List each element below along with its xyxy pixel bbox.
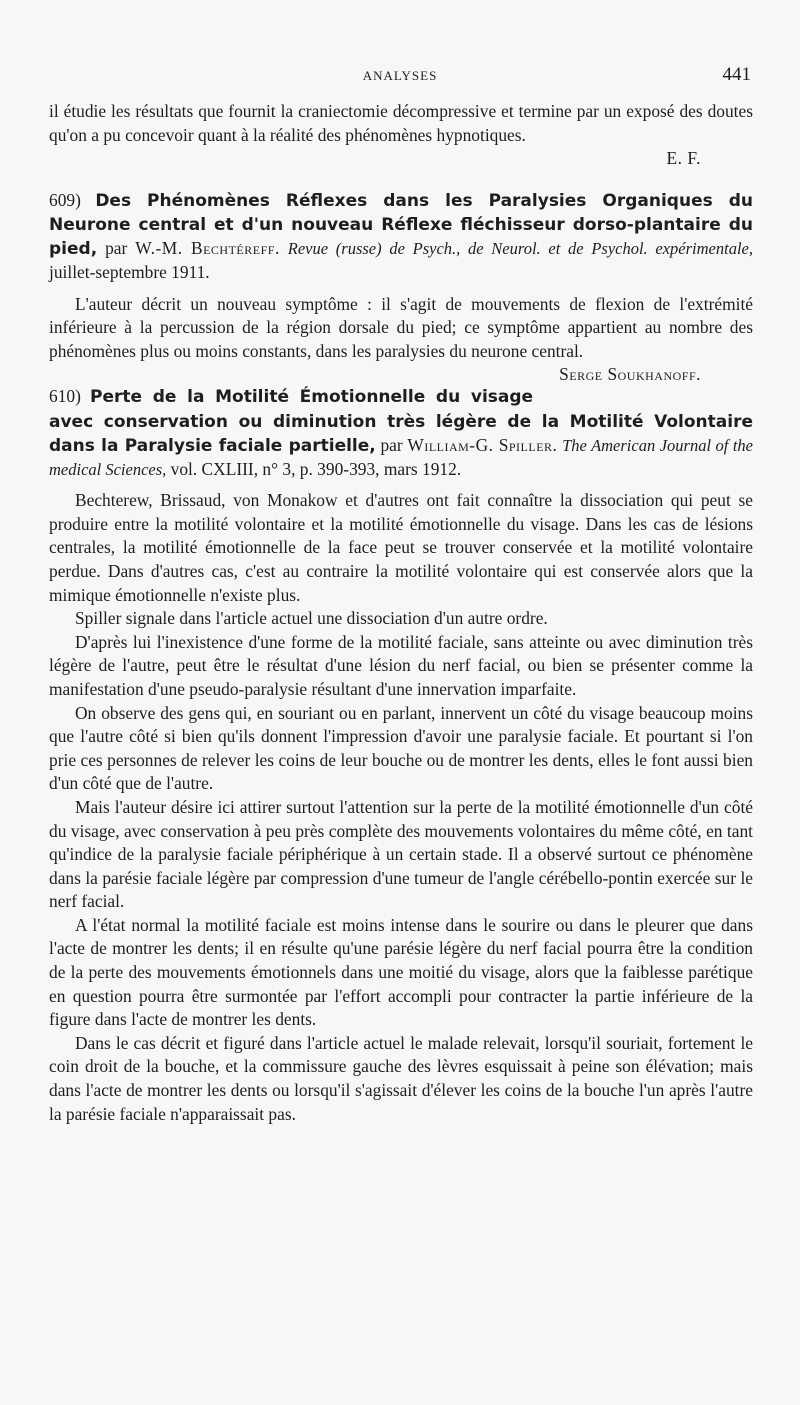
page-number: 441: [722, 64, 751, 85]
article-journal: The American Journal of the medical Sciences,: [49, 435, 753, 479]
article-title: Des Phénomènes Réflexes dans les Paralysies Organiques du Neurone central et d'un nouveau Réflexe fléchisseur dorso-plantaire du pied,: [49, 190, 753, 260]
page-header: [0, 64, 800, 88]
article-paragraph: Spiller signale dans l'article actuel une dissociation d'un autre ordre.: [75, 608, 548, 629]
article-number: 610): [49, 386, 81, 407]
article-date: vol. CXLIII, n° 3, p. 390-393, mars 1912.: [170, 458, 462, 479]
article-paragraph: Bechterew, Brissaud, von Monakow et d'autres ont fait connaître la dissociation qui peut se produire entre la motilité volontaire et la motilité émotionnelle du visage. Dans les cas de lésions centrales, la motilité émotionnelle de la face peut se trouver conservée et la motilité volontaire perdue. Dans d'autres cas, c'est au contraire la motilité volontaire qui est conservée alors que la mimique émotionnelle n'existe plus.: [49, 490, 753, 605]
article-paragraph: D'après lui l'inexistence d'une forme de la motilité faciale, sans atteinte ou avec diminution très légère de l'autre, peut être le résultat d'une lésion du nerf facial, ou bien se présenter comme la manifestation d'une pseudo-paralysie résultant d'une innervation imparfaite.: [49, 631, 753, 699]
intro-paragraph: [49, 100, 753, 147]
intro-signature: E. F.: [666, 148, 701, 169]
article-signature: Serge Soukhanoff.: [559, 364, 701, 385]
article-title: Perte de la Motilité Émotionnelle du visage avec conservation ou diminution très légère de la Motilité Volontaire dans la Paralysie faciale partielle,: [49, 387, 753, 456]
paragraph-text: L'auteur décrit un nouveau symptôme : il s'agit de mouvements de flexion de l'extrémité inférieure à la percussion de la région dorsale du pied; ce symptôme appartient au nombre des phénomènes plus ou moins constants, dans les paralysies du neurone central.: [49, 293, 753, 361]
article-journal: Revue (russe) de Psych., de Neurol. et de Psychol. expérimentale,: [287, 239, 753, 259]
article-609: [49, 189, 753, 385]
article-heading: [49, 385, 753, 481]
article-author: W.-M. Bechtéreff.: [135, 238, 280, 259]
article-heading: [49, 189, 753, 285]
intro-text: il étudie les résultats que fournit la craniectomie décompressive et termine par un exposé des doutes qu'on a pu concevoir quant à la réalité des phénomènes hypnotiques.: [49, 101, 753, 145]
page-content: [49, 100, 753, 1126]
article-author: William-G. Spiller.: [407, 434, 558, 455]
article-paragraph: Mais l'auteur désire ici attirer surtout l'attention sur la perte de la motilité émotionnelle d'un côté du visage, avec conservation à peu près complète des mouvements volontaires du même côté, en tant qu'indice de la paralysie faciale périphérique à un certain stade. Il a observé surtout ce phénomène dans la parésie faciale légère par compression d'une tumeur de l'angle cérébello-pontin exercée sur le nerf facial.: [49, 796, 753, 912]
article-by: par: [105, 238, 128, 259]
running-title: ANALYSES: [362, 68, 438, 83]
intro-signature-line: [49, 147, 753, 171]
article-paragraph: A l'état normal la motilité faciale est moins intense dans le sourire ou dans le pleurer que dans l'acte de montrer les dents; il en résulte qu'une parésie légère du nerf facial pourra être la condition de la perte des mouvements émotionnels dans une moitié du visage, alors que la faiblesse parétique en question pourra être surmontée par l'effort accompli pour contracter la partie inférieure de la figure dans l'acte de montrer les dents.: [49, 914, 753, 1030]
article-by: par: [380, 434, 403, 455]
article-date: juillet-septembre 1911.: [49, 262, 210, 283]
article-paragraph: Dans le cas décrit et figuré dans l'article actuel le malade relevait, lorsqu'il souriait, fortement le coin droit de la bouche, et la commissure gauche des lèvres esquissait à peine son élévation; mais dans l'acte de montrer les dents ou lorsqu'il s'agissait d'élever les coins de la bouche l'un après l'autre la parésie faciale n'apparaissait pas.: [49, 1032, 753, 1124]
article-paragraph: On observe des gens qui, en souriant ou en parlant, innervent un côté du visage beaucoup moins que l'autre côté si bien qu'ils donnent l'impression d'avoir une paralysie faciale. Et pourtant si l'on prie ces personnes de relever les coins de leur bouche ou de montrer les dents, elles le font aussi bien d'un côté que de l'autre.: [49, 702, 753, 794]
article-610: [49, 385, 753, 1126]
article-number: 609): [49, 189, 81, 210]
article-paragraph: [49, 293, 753, 385]
